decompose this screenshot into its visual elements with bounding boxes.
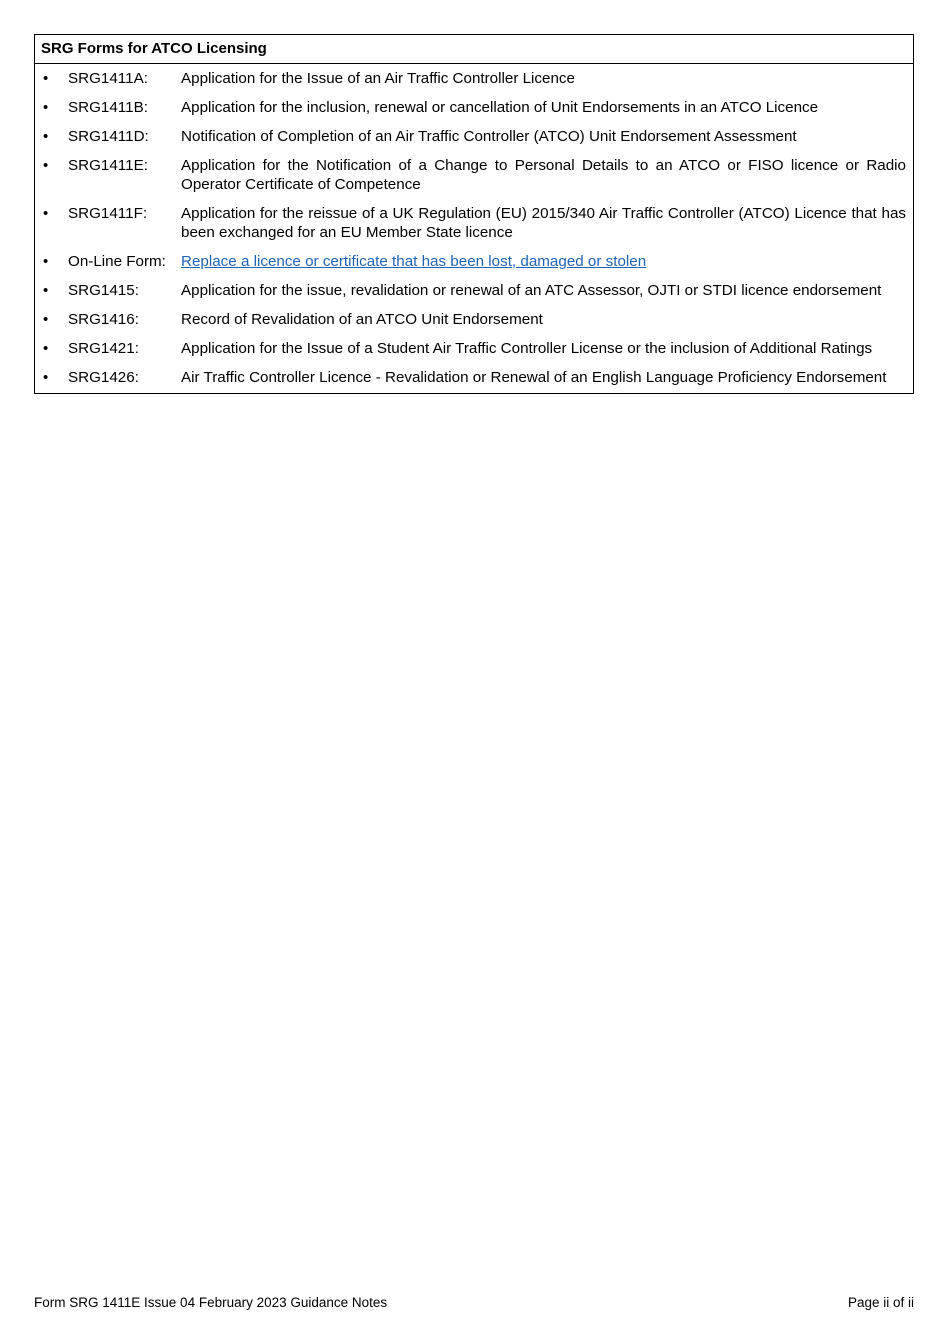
bullet-icon: •	[43, 99, 49, 116]
form-code: SRG1411A:	[68, 70, 148, 87]
form-description: Record of Revalidation of an ATCO Unit Endorsement	[181, 311, 543, 328]
form-code: SRG1411E:	[68, 157, 148, 174]
bullet-icon: •	[43, 128, 49, 145]
bullet-icon: •	[43, 369, 49, 386]
form-description: Notification of Completion of an Air Traffic Controller (ATCO) Unit Endorsement Assessment	[181, 128, 797, 145]
form-code: SRG1415:	[68, 282, 139, 299]
footer-form-reference: Form SRG 1411E Issue 04 February 2023 Guidance Notes	[34, 1295, 388, 1310]
form-description	[181, 252, 913, 271]
srg-forms-box	[34, 34, 914, 394]
box-heading: SRG Forms for ATCO Licensing	[35, 35, 913, 64]
bullet-icon: •	[43, 311, 49, 328]
bullet-icon: •	[43, 340, 49, 357]
form-item-srg1411f	[35, 204, 913, 242]
form-item-srg1415	[35, 281, 913, 300]
form-description: Application for the Notification of a Change to Personal Details to an ATCO or FISO licence or Radio Operator Certificate of Competence	[181, 157, 906, 193]
form-description: Air Traffic Controller Licence - Revalidation or Renewal of an English Language Proficiency Endorsement	[181, 369, 887, 386]
form-description: Application for the Issue of an Air Traffic Controller Licence	[181, 70, 575, 87]
form-description: Application for the issue, revalidation or renewal of an ATC Assessor, OJTI or STDI licence endorsement	[181, 282, 882, 299]
form-item-srg1411e	[35, 156, 913, 194]
form-item-srg1421	[35, 339, 913, 358]
form-item-srg1411d	[35, 127, 913, 146]
form-code: SRG1421:	[68, 340, 139, 357]
form-list	[35, 64, 913, 393]
form-code: On-Line Form:	[68, 253, 166, 270]
form-description: Application for the inclusion, renewal or cancellation of Unit Endorsements in an ATCO Licence	[181, 99, 819, 116]
footer-page-number: Page ii of ii	[847, 1295, 914, 1310]
form-item-srg1416	[35, 310, 913, 329]
form-code: SRG1411D:	[68, 128, 149, 145]
form-item-srg1426	[35, 368, 913, 387]
page-footer	[34, 1295, 914, 1310]
form-code: SRG1411F:	[68, 205, 148, 222]
bullet-icon: •	[43, 253, 49, 270]
form-code: SRG1426:	[68, 369, 139, 386]
form-code: SRG1411B:	[68, 99, 148, 116]
form-item-srg1411b	[35, 98, 913, 117]
bullet-icon: •	[43, 282, 49, 299]
form-code: SRG1416:	[68, 311, 139, 328]
form-description: Application for the reissue of a UK Regulation (EU) 2015/340 Air Traffic Controller (ATCO) Licence that has been exchanged for an EU Member State licence	[181, 205, 906, 241]
form-description: Application for the Issue of a Student Air Traffic Controller License or the inclusion of Additional Ratings	[181, 340, 873, 357]
bullet-icon: •	[43, 205, 49, 222]
bullet-icon: •	[43, 70, 49, 87]
form-item-srg1411a	[35, 69, 913, 88]
bullet-icon: •	[43, 157, 49, 174]
form-item-online-form	[35, 252, 913, 271]
replace-licence-link[interactable]: Replace a licence or certificate that has been lost, damaged or stolen	[181, 253, 647, 270]
